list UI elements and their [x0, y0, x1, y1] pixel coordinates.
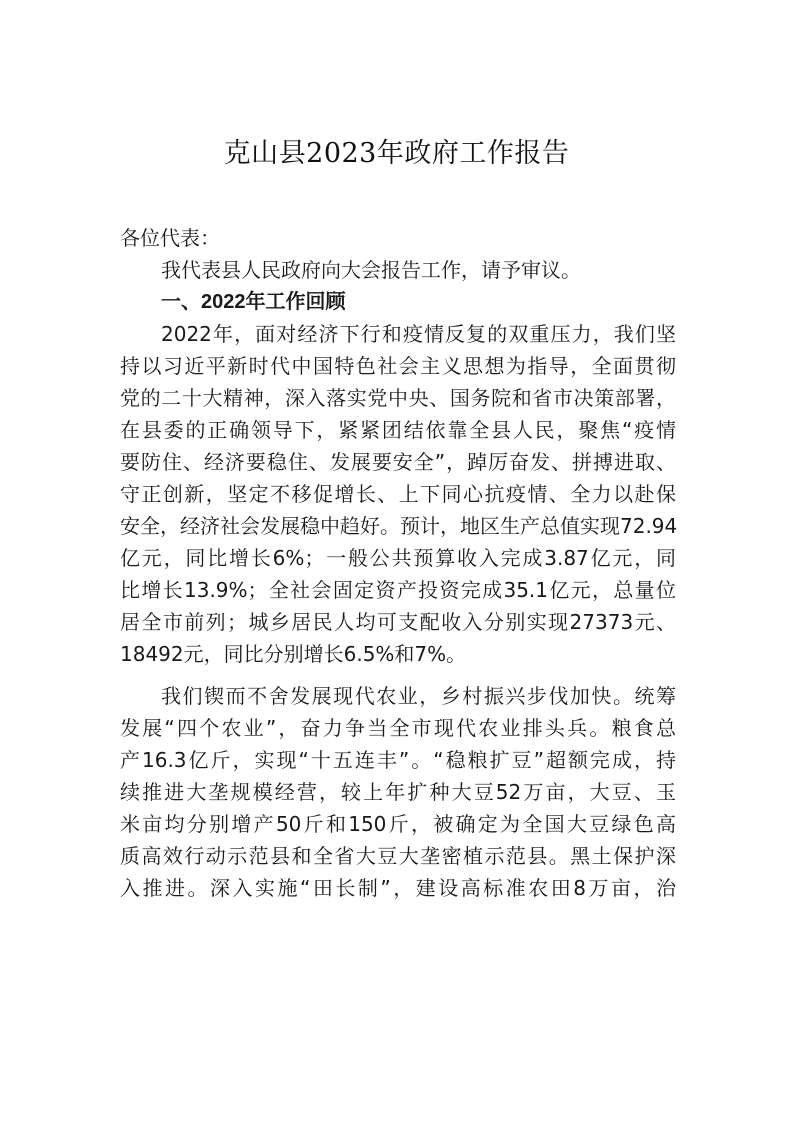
section-heading: 一、2022年工作回顾 — [161, 291, 346, 313]
paragraph-line: 入推进。深入实施“田长制”，建设高标准农田8万亩，治 — [120, 876, 676, 900]
salutation: 各位代表： — [120, 226, 220, 250]
paragraph-line: 要防住、经济要稳住、发展要安全”，踔厉奋发、拼搏进取、 — [120, 450, 676, 474]
paragraph-line: 续推进大垄规模经营，较上年扩种大豆52万亩，大豆、玉 — [120, 780, 676, 804]
paragraph-line: 质高效行动示范县和全省大豆大垄密植示范县。黑土保护深 — [120, 844, 676, 868]
paragraph-line: 持以习近平新时代中国特色社会主义思想为指导，全面贯彻 — [120, 354, 676, 378]
paragraph-line: 守正创新，坚定不移促增长、上下同心抗疫情、全力以赴保 — [120, 482, 676, 506]
paragraph-2 — [120, 680, 676, 904]
paragraph-line: 发展“四个农业”，奋力争当全市现代农业排头兵。粮食总 — [120, 716, 676, 740]
paragraph-line: 米亩均分别增产50斤和150斤，被确定为全国大豆绿色高 — [120, 812, 676, 836]
paragraph-line: 党的二十大精神，深入落实党中央、国务院和省市决策部署， — [120, 386, 676, 410]
paragraph-line: 居全市前列；城乡居民人均可支配收入分别实现27373元、 — [120, 610, 676, 634]
paragraph-line: 比增长13.9%；全社会固定资产投资完成35.1亿元，总量位 — [120, 578, 676, 602]
intro-line: 我代表县人民政府向大会报告工作，请予审议。 — [161, 258, 581, 282]
paragraph-line: 18492元，同比分别增长6.5%和7%。 — [120, 642, 467, 666]
paragraph-line: 亿元，同比增长6%；一般公共预算收入完成3.87亿元，同 — [120, 546, 676, 570]
paragraph-line: 安全，经济社会发展稳中趋好。预计，地区生产总值实现72.94 — [120, 514, 678, 538]
paragraph-line: 在县委的正确领导下，紧紧团结依靠全县人民，聚焦“疫情 — [120, 418, 676, 442]
paragraph-line: 我们锲而不舍发展现代农业，乡村振兴步伐加快。统筹 — [161, 684, 676, 708]
paragraph-gap — [120, 670, 676, 680]
paragraph-line: 2022年，面对经济下行和疫情反复的双重压力，我们坚 — [161, 322, 676, 346]
document-title: 克山县2023年政府工作报告 — [223, 138, 570, 169]
paragraph-1 — [120, 318, 676, 670]
paragraph-line: 产16.3亿斤，实现“十五连丰”。“稳粮扩豆”超额完成，持 — [120, 748, 676, 772]
document-body — [120, 222, 676, 904]
